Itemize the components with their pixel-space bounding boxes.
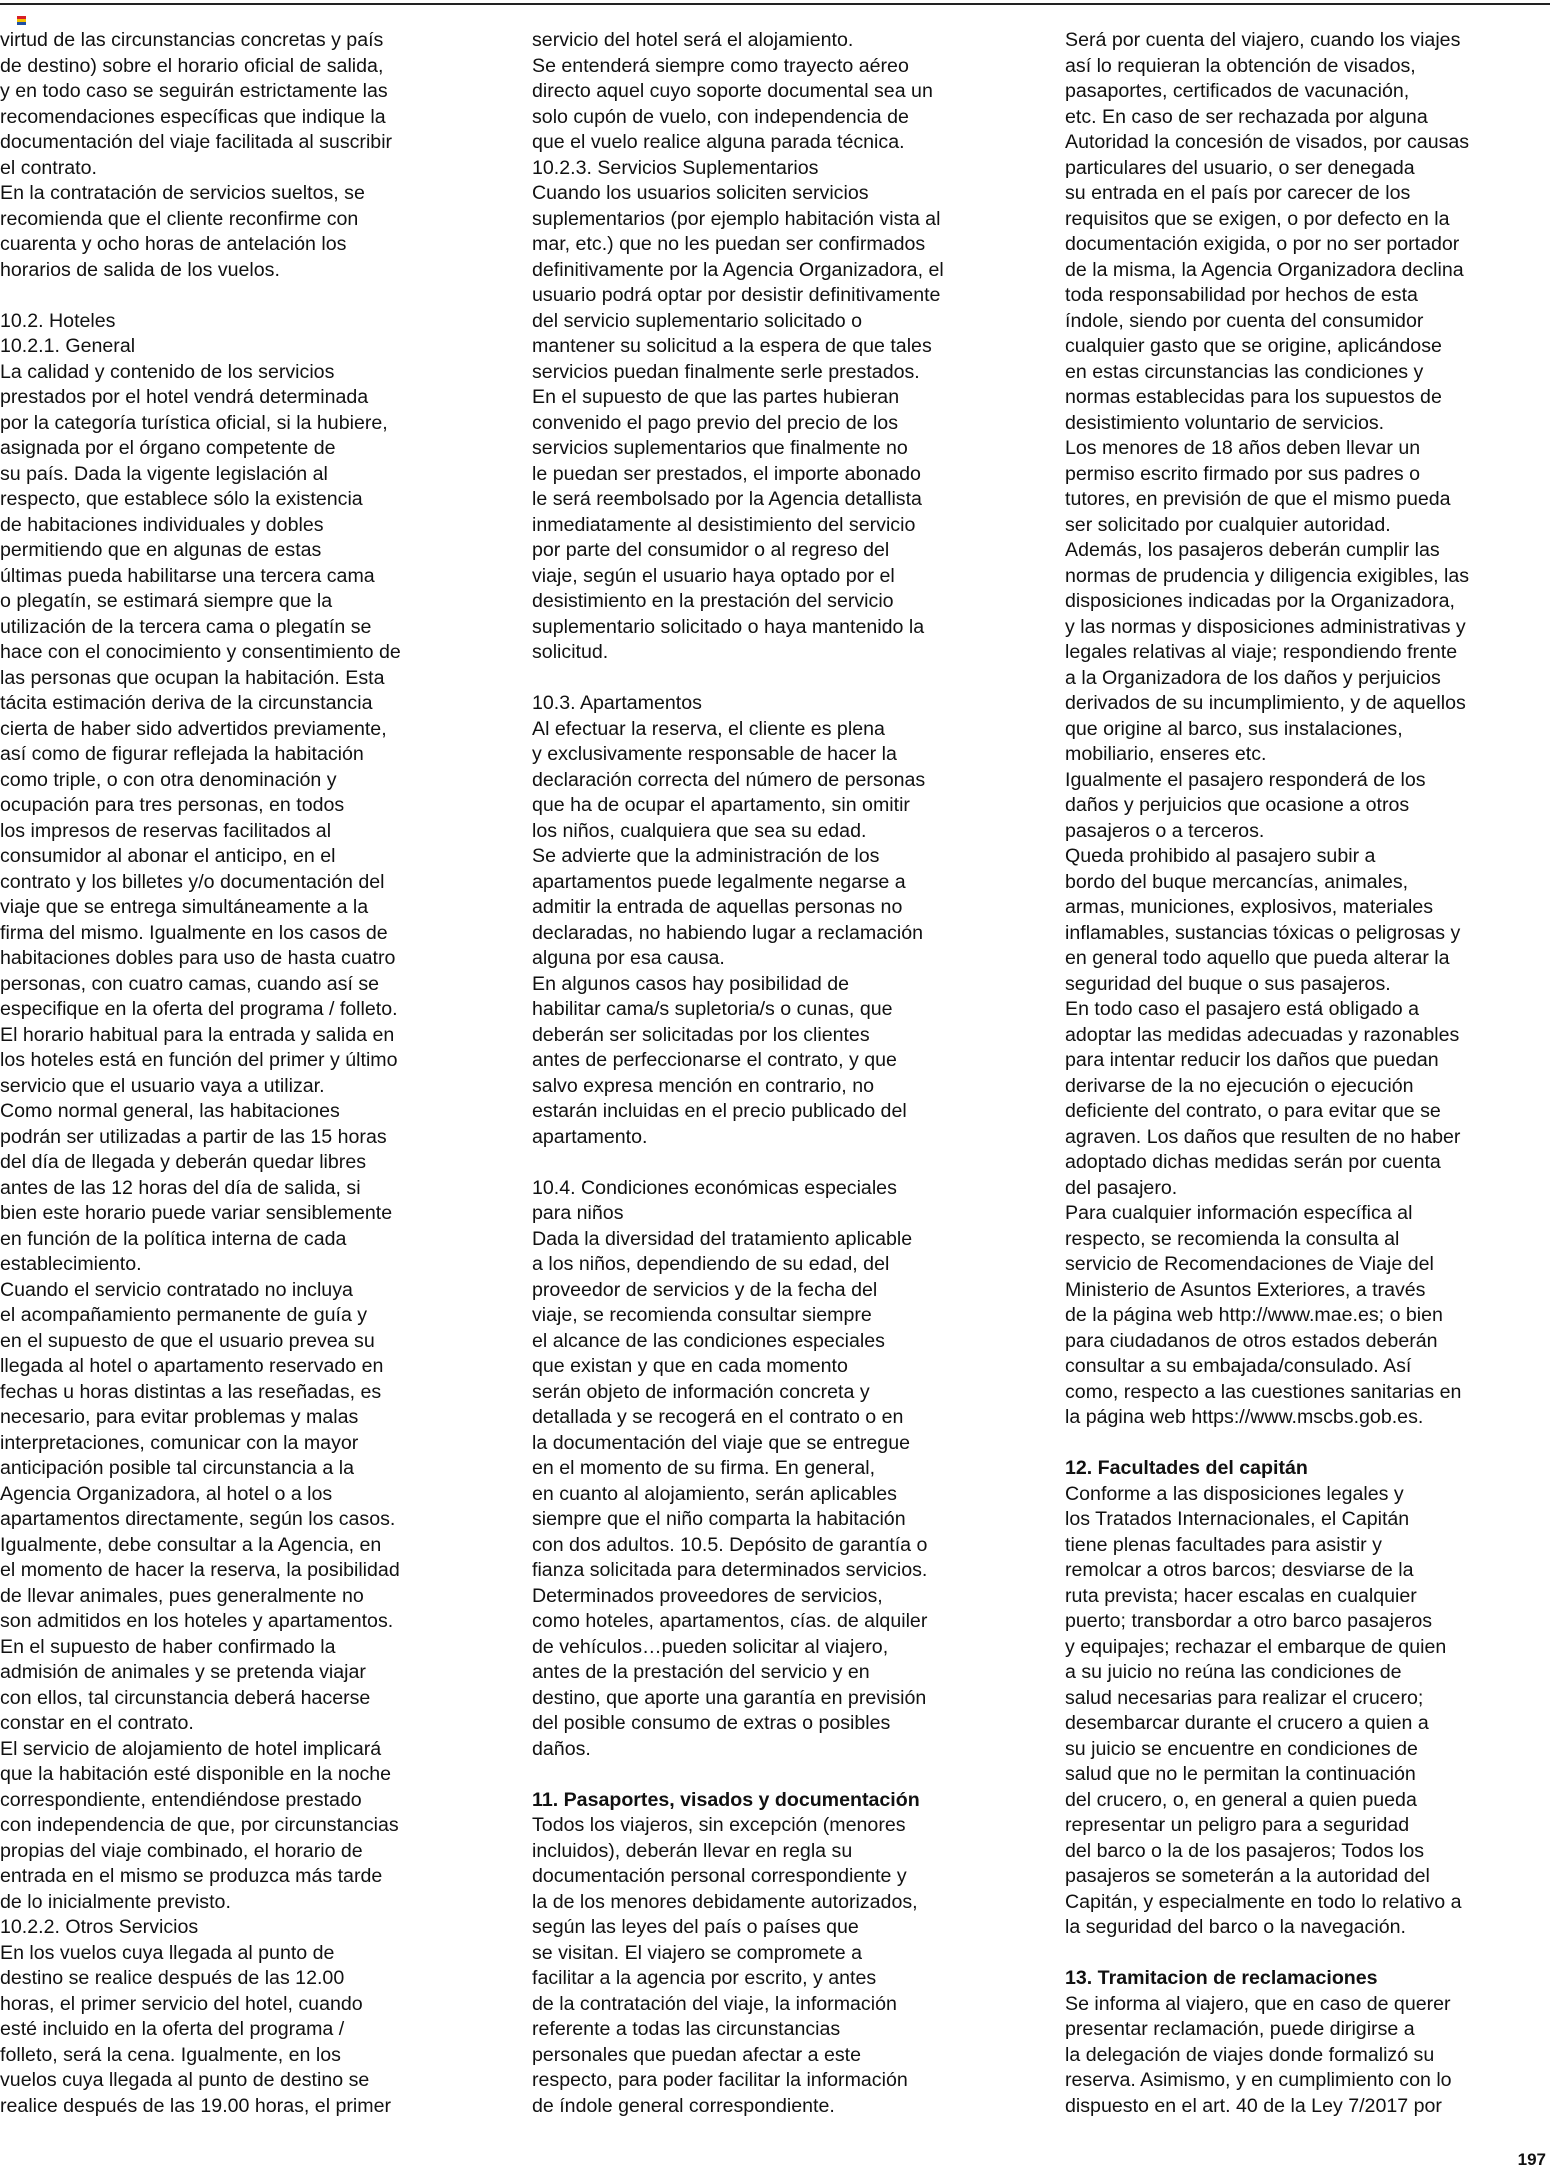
text-line: disposiciones indicadas por la Organizadora, <box>1065 590 1455 612</box>
text-line: el contrato. <box>0 156 97 179</box>
text-line: como, respecto a las cuestiones sanitarias en <box>1065 1380 1462 1403</box>
text-line: El horario habitual para la entrada y salida en <box>0 1023 395 1046</box>
text-line: respecto, se recomienda la consulta al <box>1065 1227 1400 1250</box>
text-line: daños. <box>532 1737 591 1760</box>
text-line: Cuando los usuarios soliciten servicios <box>532 182 869 204</box>
text-line: Se advierte que la administración de los <box>532 845 880 867</box>
text-line: 10.2.2. Otros Servicios <box>0 1916 199 1938</box>
text-line: recomendaciones específicas que indique la <box>0 105 386 128</box>
text-line: referente a todas las circunstancias <box>532 2018 841 2040</box>
text-line: a su juicio no reúna las condiciones de <box>1065 1661 1402 1683</box>
text-line: permiso escrito firmado por sus padres o <box>1065 462 1421 485</box>
text-line: desistimiento voluntario de servicios. <box>1065 411 1385 434</box>
text-line: documentación del viaje facilitada al suscribir <box>0 131 393 153</box>
text-line: 10.2.1. General <box>0 335 136 357</box>
text-line: estarán incluidas en el precio publicado del <box>532 1100 907 1122</box>
text-line: en general todo aquello que pueda alterar la <box>1065 947 1450 969</box>
text-line: salvo expresa mención en contrario, no <box>532 1074 874 1097</box>
text-line: para niños <box>532 1202 624 1224</box>
text-line: toda responsabilidad por hechos de esta <box>1065 284 1418 306</box>
text-line: requisitos que se exigen, o por defecto en la <box>1065 207 1450 230</box>
blank-line <box>0 283 490 309</box>
text-line: incluidos), deberán llevar en regla su <box>532 1839 853 1862</box>
text-line: Al efectuar la reserva, el cliente es plena <box>532 717 885 740</box>
text-line: correspondiente, entendiéndose prestado <box>0 1788 362 1811</box>
text-line: usuario podrá optar por desistir definitivamente <box>532 284 941 306</box>
text-column-left <box>0 28 490 2119</box>
text-line: Igualmente, debe consultar a la Agencia, en <box>0 1533 382 1556</box>
text-line: en el momento de su firma. En general, <box>532 1457 876 1479</box>
text-line: Agencia Organizadora, al hotel o a los <box>0 1482 333 1505</box>
text-line: 10.4. Condiciones económicas especiales <box>532 1176 897 1199</box>
text-line: del día de llegada y deberán quedar libres <box>0 1151 367 1173</box>
flag-stripe-bottom <box>17 22 26 25</box>
text-line: presentar reclamación, puede dirigirse a <box>1065 2018 1415 2040</box>
text-line: que origine al barco, sus instalaciones, <box>1065 717 1403 740</box>
text-line: las personas que ocupan la habitación. Esta <box>0 666 385 689</box>
text-line: Conforme a las disposiciones legales y <box>1065 1482 1404 1505</box>
text-line: anticipación posible tal circunstancia a la <box>0 1457 354 1479</box>
section-heading: 12. Facultades del capitán <box>1065 1457 1308 1479</box>
text-line: admitir la entrada de aquellas personas no <box>532 896 903 918</box>
text-line: daños y perjuicios que ocasione a otros <box>1065 794 1410 816</box>
text-line: etc. En caso de ser rechazada por alguna <box>1065 105 1428 128</box>
text-line: Además, los pasajeros deberán cumplir las <box>1065 539 1440 561</box>
text-line: habilitar cama/s supletoria/s o cunas, que <box>532 998 893 1020</box>
text-line: detallada y se recogerá en el contrato o en <box>532 1406 904 1428</box>
text-line: ruta prevista; hacer escalas en cualquier <box>1065 1584 1417 1607</box>
text-line: permitiendo que en algunas de estas <box>0 539 322 561</box>
text-line: Cuando el servicio contratado no incluya <box>0 1278 353 1301</box>
text-line: destino, que aporte una garantía en previsión <box>532 1686 927 1709</box>
text-line: consultar a su embajada/consulado. Así <box>1065 1355 1412 1377</box>
text-line: según las leyes del país o países que <box>532 1916 859 1938</box>
text-line: 10.2. Hoteles <box>0 309 116 332</box>
text-line: Determinados proveedores de servicios, <box>532 1584 883 1607</box>
spain-flag-icon <box>17 16 26 25</box>
text-line: adoptado dichas medidas serán por cuenta <box>1065 1151 1441 1173</box>
text-line: salud que no le permitan la continuación <box>1065 1763 1416 1785</box>
text-line: realice después de las 19.00 horas, el primer <box>0 2094 392 2117</box>
text-line: normas de prudencia y diligencia exigibles, las <box>1065 564 1470 587</box>
blank-line <box>1065 1431 1550 1457</box>
text-line: como hoteles, apartamentos, cías. de alquiler <box>532 1610 928 1632</box>
text-line: de llevar animales, pues generalmente no <box>0 1584 364 1607</box>
text-line: destino se realice después de las 12.00 <box>0 1967 345 1989</box>
text-line: Queda prohibido al pasajero subir a <box>1065 845 1376 867</box>
text-line: bordo del buque mercancías, animales, <box>1065 870 1409 893</box>
text-line: la delegación de viajes donde formalizó su <box>1065 2043 1435 2066</box>
text-line: respecto, que establece sólo la existencia <box>0 488 363 510</box>
text-line: que la habitación esté disponible en la noche <box>0 1763 392 1785</box>
text-line: En los vuelos cuya llegada al punto de <box>0 1941 335 1964</box>
text-line: llegada al hotel o apartamento reservado en <box>0 1355 384 1377</box>
text-line: En algunos casos hay posibilidad de <box>532 972 849 995</box>
text-line: La calidad y contenido de los servicios <box>0 360 335 383</box>
text-line: firma del mismo. Igualmente en los casos de <box>0 921 388 944</box>
text-line: deficiente del contrato, o para evitar que se <box>1065 1100 1441 1122</box>
text-line: índole, siendo por cuenta del consumidor <box>1065 309 1424 332</box>
text-line: así como de figurar reflejada la habitación <box>0 743 364 765</box>
text-line: y en todo caso se seguirán estrictamente las <box>0 80 388 102</box>
text-line: inflamables, sustancias tóxicas o peligrosas y <box>1065 921 1461 944</box>
text-line: propias del viaje combinado, el horario de <box>0 1839 363 1862</box>
text-line: Capitán, y especialmente en todo lo relativo a <box>1065 1890 1462 1913</box>
text-line: establecimiento. <box>0 1253 142 1275</box>
page-number: 197 <box>1517 2150 1546 2169</box>
text-line: habitaciones dobles para uso de hasta cuatro <box>0 947 396 969</box>
text-line: suplementarios (por ejemplo habitación vista al <box>532 207 941 230</box>
text-line: mobiliario, enseres etc. <box>1065 743 1267 765</box>
text-line: inmediatamente al desistimiento del servicio <box>532 513 916 536</box>
text-line: directo aquel cuyo soporte documental sea un <box>532 80 933 102</box>
text-line: normas establecidas para los supuestos de <box>1065 386 1442 408</box>
text-line: como triple, o con otra denominación y <box>0 768 337 791</box>
text-line: cierta de haber sido advertidos previamente, <box>0 717 387 740</box>
text-line: armas, municiones, explosivos, materiales <box>1065 896 1434 918</box>
text-line: le será reembolsado por la Agencia detallista <box>532 488 922 510</box>
text-line: bien este horario puede variar sensiblemente <box>0 1202 393 1224</box>
text-line: legales relativas al viaje; respondiendo frente <box>1065 641 1458 663</box>
text-line: podrán ser utilizadas a partir de las 15 horas <box>0 1125 387 1148</box>
text-line: prestados por el hotel vendrá determinada <box>0 386 369 408</box>
text-line: personales que puedan afectar a este <box>532 2043 861 2066</box>
text-line: el acompañamiento permanente de guía y <box>0 1304 368 1326</box>
text-line: de la misma, la Agencia Organizadora declina <box>1065 258 1464 281</box>
text-line: de habitaciones individuales y dobles <box>0 513 324 536</box>
text-line: solicitud. <box>532 641 609 663</box>
text-line: en estas circunstancias las condiciones y <box>1065 360 1424 383</box>
text-line: le puedan ser prestados, el importe abonado <box>532 462 921 485</box>
text-line: adoptar las medidas adecuadas y razonables <box>1065 1023 1460 1046</box>
text-line: folleto, será la cena. Igualmente, en los <box>0 2043 341 2066</box>
text-line: Se informa al viajero, que en caso de querer <box>1065 1992 1451 2015</box>
text-line: especifique en la oferta del programa / folleto. <box>0 998 398 1020</box>
text-line: con independencia de que, por circunstancias <box>0 1814 399 1836</box>
text-line: mantener su solicitud a la espera de que tales <box>532 335 932 357</box>
text-line: pasajeros se someterán a la autoridad del <box>1065 1865 1430 1887</box>
text-line: viaje, se recomienda consultar siempre <box>532 1304 872 1326</box>
text-line: la documentación del viaje que se entregue <box>532 1431 910 1454</box>
text-line: utilización de la tercera cama o plegatín se <box>0 615 372 638</box>
text-line: horas, el primer servicio del hotel, cuando <box>0 1992 363 2015</box>
text-line: 10.3. Apartamentos <box>532 692 702 714</box>
text-line: para ciudadanos de otros estados deberán <box>1065 1329 1438 1352</box>
text-line: necesario, para evitar problemas y malas <box>0 1406 359 1428</box>
text-line: apartamentos directamente, según los casos. <box>0 1508 396 1530</box>
text-line: del barco o la de los pasajeros; Todos los <box>1065 1839 1425 1862</box>
text-line: desistimiento en la prestación del servicio <box>532 590 894 612</box>
text-line: En el supuesto de haber confirmado la <box>0 1635 336 1658</box>
text-line: servicios puedan finalmente serle prestados. <box>532 360 920 383</box>
text-line: En la contratación de servicios sueltos, se <box>0 182 365 204</box>
text-line: El servicio de alojamiento de hotel implicará <box>0 1737 382 1760</box>
text-line: con dos adultos. 10.5. Depósito de garantía o <box>532 1533 928 1556</box>
text-line: con ellos, tal circunstancia deberá hacerse <box>0 1686 371 1709</box>
text-line: últimas pueda habilitarse una tercera cama <box>0 564 375 587</box>
text-line: derivados de su incumplimiento, y de aquellos <box>1065 692 1466 714</box>
text-line: entrada en el mismo se produzca más tarde <box>0 1865 383 1887</box>
text-line: pasajeros o a terceros. <box>1065 819 1265 842</box>
text-line: a los niños, dependiendo de su edad, del <box>532 1253 890 1275</box>
text-line: y exclusivamente responsable de hacer la <box>532 743 897 765</box>
text-line: Como normal general, las habitaciones <box>0 1100 340 1122</box>
text-line: los niños, cualquiera que sea su edad. <box>532 819 867 842</box>
text-line: de la página web http://www.mae.es; o bien <box>1065 1304 1443 1326</box>
text-line: cuarenta y ocho horas de antelación los <box>0 233 347 255</box>
text-line: tutores, en previsión de que el mismo pueda <box>1065 488 1451 510</box>
text-line: convenido el pago previo del precio de los <box>532 411 898 434</box>
text-line: del crucero, o, en general a quien pueda <box>1065 1788 1417 1811</box>
text-line: el alcance de las condiciones especiales <box>532 1329 885 1352</box>
blank-line <box>532 666 1022 692</box>
text-line: su juicio se encuentre en condiciones de <box>1065 1737 1418 1760</box>
text-line: facilitar a la agencia por escrito, y antes <box>532 1967 877 1989</box>
text-line: el momento de hacer la reserva, la posibilidad <box>0 1559 400 1581</box>
text-line: proveedor de servicios y de la fecha del <box>532 1278 878 1301</box>
text-line: Los menores de 18 años deben llevar un <box>1065 437 1421 459</box>
text-line: antes de perfeccionarse el contrato, y que <box>532 1049 897 1071</box>
text-line: la de los menores debidamente autorizados, <box>532 1890 918 1913</box>
text-line: por la categoría turística oficial, si la hubiere, <box>0 411 388 434</box>
text-line: o plegatín, se estimará siempre que la <box>0 590 333 612</box>
text-line: su entrada en el país por carecer de los <box>1065 182 1411 204</box>
text-line: servicio de Recomendaciones de Viaje del <box>1065 1253 1434 1275</box>
text-line: serán objeto de información concreta y <box>532 1380 870 1403</box>
text-line: asignada por el órgano competente de <box>0 437 336 459</box>
text-line: puerto; transbordar a otro barco pasajeros <box>1065 1610 1433 1632</box>
text-line: los Tratados Internacionales, el Capitán <box>1065 1508 1410 1530</box>
text-line: del pasajero. <box>1065 1176 1178 1199</box>
text-line: servicio que el usuario vaya a utilizar. <box>0 1074 325 1097</box>
text-line: la seguridad del barco o la navegación. <box>1065 1916 1406 1938</box>
text-line: pasaportes, certificados de vacunación, <box>1065 80 1410 102</box>
text-line: reserva. Asimismo, y en cumplimiento con lo <box>1065 2069 1452 2091</box>
text-line: que el vuelo realice alguna parada técnica. <box>532 131 905 153</box>
text-line: de lo inicialmente previsto. <box>0 1890 231 1913</box>
text-line: mar, etc.) que no les puedan ser confirmados <box>532 233 926 255</box>
text-line: respecto, para poder facilitar la información <box>532 2069 908 2091</box>
text-line: particulares del usuario, o ser denegada <box>1065 156 1415 179</box>
text-line: Se entenderá siempre como trayecto aéreo <box>532 54 909 77</box>
text-line: que existan y que en cada momento <box>532 1355 848 1377</box>
text-line: 10.2.3. Servicios Suplementarios <box>532 156 819 179</box>
text-line: a la Organizadora de los daños y perjuicios <box>1065 666 1441 689</box>
text-line: y las normas y disposiciones administrativas y <box>1065 615 1466 638</box>
text-line: cualquier gasto que se origine, aplicándose <box>1065 335 1442 357</box>
text-line: fechas u horas distintas a las reseñadas, es <box>0 1380 382 1403</box>
text-line: seguridad del buque o sus pasajeros. <box>1065 972 1391 995</box>
text-line: alguna por esa causa. <box>532 947 725 969</box>
blank-line <box>532 1150 1022 1176</box>
section-heading: 11. Pasaportes, visados y documentación <box>532 1788 920 1811</box>
blank-line <box>532 1762 1022 1788</box>
text-line: así lo requieran la obtención de visados, <box>1065 54 1416 77</box>
text-line: dispuesto en el art. 40 de la Ley 7/2017 por <box>1065 2094 1442 2117</box>
text-line: deberán ser solicitadas por los clientes <box>532 1023 870 1046</box>
text-line: de la contratación del viaje, la información <box>532 1992 897 2015</box>
text-line: Ministerio de Asuntos Exteriores, a través <box>1065 1278 1426 1301</box>
text-line: ser solicitado por cualquier autoridad. <box>1065 513 1391 536</box>
text-line: en el supuesto de que el usuario prevea su <box>0 1329 375 1352</box>
text-line: consumidor al abonar el anticipo, en el <box>0 845 336 867</box>
text-line: los hoteles está en función del primer y último <box>0 1049 398 1071</box>
text-line: documentación personal correspondiente y <box>532 1865 907 1887</box>
text-line: ocupación para tres personas, en todos <box>0 794 345 816</box>
text-line: servicio del hotel será el alojamiento. <box>532 29 854 51</box>
blank-line <box>1065 1941 1550 1967</box>
text-column-middle <box>532 28 1022 2119</box>
text-line: viaje que se entrega simultáneamente a la <box>0 896 369 918</box>
text-line: En todo caso el pasajero está obligado a <box>1065 998 1420 1020</box>
text-line: en función de la política interna de cada <box>0 1227 347 1250</box>
text-line: en cuanto al alojamiento, serán aplicables <box>532 1482 897 1505</box>
text-line: servicios suplementarios que finalmente no <box>532 437 908 459</box>
text-line: la página web https://www.mscbs.gob.es. <box>1065 1406 1424 1428</box>
text-line: horarios de salida de los vuelos. <box>0 258 280 281</box>
text-line: del posible consumo de extras o posibles <box>532 1712 891 1734</box>
text-line: agraven. Los daños que resulten de no haber <box>1065 1125 1461 1148</box>
text-line: son admitidos en los hoteles y apartamentos. <box>0 1610 394 1632</box>
text-line: virtud de las circunstancias concretas y país <box>0 29 384 51</box>
text-line: que ha de ocupar el apartamento, sin omitir <box>532 794 910 816</box>
text-line: para intentar reducir los daños que puedan <box>1065 1049 1439 1071</box>
text-line: suplementario solicitado o haya mantenido la <box>532 615 925 638</box>
text-line: definitivamente por la Agencia Organizadora, el <box>532 258 944 281</box>
text-line: hace con el conocimiento y consentimiento de <box>0 641 401 663</box>
text-line: tiene plenas facultades para asistir y <box>1065 1533 1382 1556</box>
text-line: por parte del consumidor o al regreso del <box>532 539 890 561</box>
text-line: antes de la prestación del servicio y en <box>532 1661 870 1683</box>
text-line: interpretaciones, comunicar con la mayor <box>0 1431 359 1454</box>
text-line: vuelos cuya llegada al punto de destino se <box>0 2069 370 2091</box>
text-line: siempre que el niño comparta la habitación <box>532 1508 906 1530</box>
text-line: tácita estimación deriva de la circunstancia <box>0 692 373 714</box>
text-line: recomienda que el cliente reconfirme con <box>0 207 359 230</box>
section-heading: 13. Tramitacion de reclamaciones <box>1065 1967 1378 1989</box>
text-line: personas, con cuatro camas, cuando así se <box>0 972 380 995</box>
text-line: constar en el contrato. <box>0 1712 194 1734</box>
text-line: derivarse de la no ejecución o ejecución <box>1065 1074 1414 1097</box>
top-rule <box>0 3 1550 5</box>
text-line: Será por cuenta del viajero, cuando los viajes <box>1065 29 1461 51</box>
text-line: de vehículos…pueden solicitar al viajero, <box>532 1635 889 1658</box>
text-line: se visitan. El viajero se compromete a <box>532 1941 862 1964</box>
text-line: antes de las 12 horas del día de salida, si <box>0 1176 361 1199</box>
text-line: apartamento. <box>532 1125 648 1148</box>
text-column-right <box>1065 28 1550 2119</box>
text-line: viaje, según el usuario haya optado por el <box>532 564 895 587</box>
text-line: apartamentos puede legalmente negarse a <box>532 870 906 893</box>
text-line: Dada la diversidad del tratamiento aplicable <box>532 1227 913 1250</box>
text-line: de destino) sobre el horario oficial de salida, <box>0 54 384 77</box>
text-line: desembarcar durante el crucero a quien a <box>1065 1712 1429 1734</box>
text-line: de índole general correspondiente. <box>532 2094 835 2117</box>
text-line: del servicio suplementario solicitado o <box>532 309 862 332</box>
text-line: su país. Dada la vigente legislación al <box>0 462 328 485</box>
text-line: contrato y los billetes y/o documentación del <box>0 870 385 893</box>
text-line: Autoridad la concesión de visados, por causas <box>1065 131 1470 153</box>
text-line: esté incluido en la oferta del programa / <box>0 2018 345 2040</box>
text-line: solo cupón de vuelo, con independencia de <box>532 105 909 128</box>
text-line: Todos los viajeros, sin excepción (menores <box>532 1814 906 1836</box>
text-line: declaración correcta del número de personas <box>532 768 926 791</box>
text-line: admisión de animales y se pretenda viajar <box>0 1661 366 1683</box>
text-line: remolcar a otros barcos; desviarse de la <box>1065 1559 1414 1581</box>
text-line: declaradas, no habiendo lugar a reclamación <box>532 921 924 944</box>
text-line: Para cualquier información específica al <box>1065 1202 1413 1224</box>
text-line: los impresos de reservas facilitados al <box>0 819 332 842</box>
text-line: y equipajes; rechazar el embarque de quien <box>1065 1635 1447 1658</box>
text-line: Igualmente el pasajero responderá de los <box>1065 768 1426 791</box>
text-line: documentación exigida, o por no ser portador <box>1065 233 1460 255</box>
text-line: representar un peligro para a seguridad <box>1065 1814 1410 1836</box>
text-line: En el supuesto de que las partes hubieran <box>532 386 900 408</box>
text-line: salud necesarias para realizar el crucero; <box>1065 1686 1424 1709</box>
text-line: fianza solicitada para determinados servicios. <box>532 1559 928 1581</box>
